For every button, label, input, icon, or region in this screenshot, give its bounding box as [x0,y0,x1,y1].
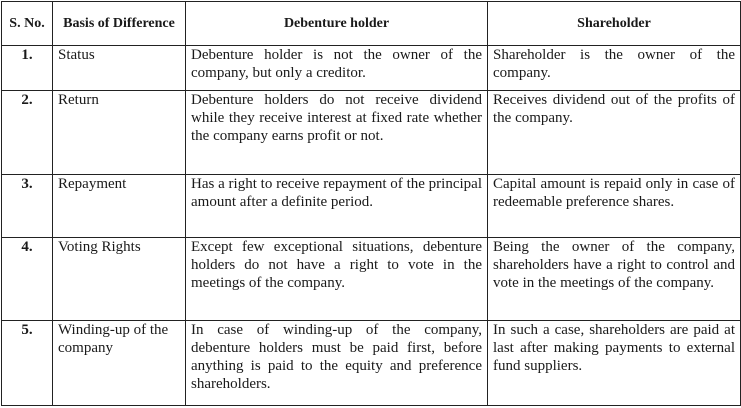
row-basis: Return [53,91,186,175]
table-row [2,46,741,91]
row-number: 2. [2,91,53,175]
table-row [2,175,741,238]
row-basis: Voting Rights [53,238,186,321]
row-shareholder-text: Capital amount is repaid only in case of redeemable preference shares. [488,175,741,238]
row-debenture-text: Except few exceptional situations, debenture holders do not have a right to vote in the meetings of the company. [186,238,488,321]
row-basis: Winding-up of the company [53,321,186,406]
row-debenture-text: Has a right to receive repayment of the principal amount after a definite period. [186,175,488,238]
table-row [2,91,741,175]
row-basis: Status [53,46,186,91]
row-number: 5. [2,321,53,406]
row-shareholder-text: Receives dividend out of the profits of the company. [488,91,741,175]
row-shareholder-text: In such a case, shareholders are paid at last after making payments to external fund suppliers. [488,321,741,406]
table-row [2,321,741,406]
row-debenture-text: Debenture holders do not receive dividend while they receive interest at fixed rate whether the company earns profit or not. [186,91,488,175]
table-row [2,238,741,321]
row-debenture-text: Debenture holder is not the owner of the company, but only a creditor. [186,46,488,91]
row-shareholder-text: Shareholder is the owner of the company. [488,46,741,91]
row-basis: Repayment [53,175,186,238]
row-number: 3. [2,175,53,238]
header-sno: S. No. [2,2,53,46]
row-debenture-text: In case of winding-up of the company, debenture holders must be paid first, before anything is paid to the equity and preference shareholders. [186,321,488,406]
header-debenture-holder: Debenture holder [186,2,488,46]
row-shareholder-text: Being the owner of the company, shareholders have a right to control and vote in the meetings of the company. [488,238,741,321]
header-row [2,2,741,46]
header-basis: Basis of Difference [53,2,186,46]
row-number: 4. [2,238,53,321]
row-number: 1. [2,46,53,91]
header-shareholder: Shareholder [488,2,741,46]
comparison-table [1,1,741,406]
